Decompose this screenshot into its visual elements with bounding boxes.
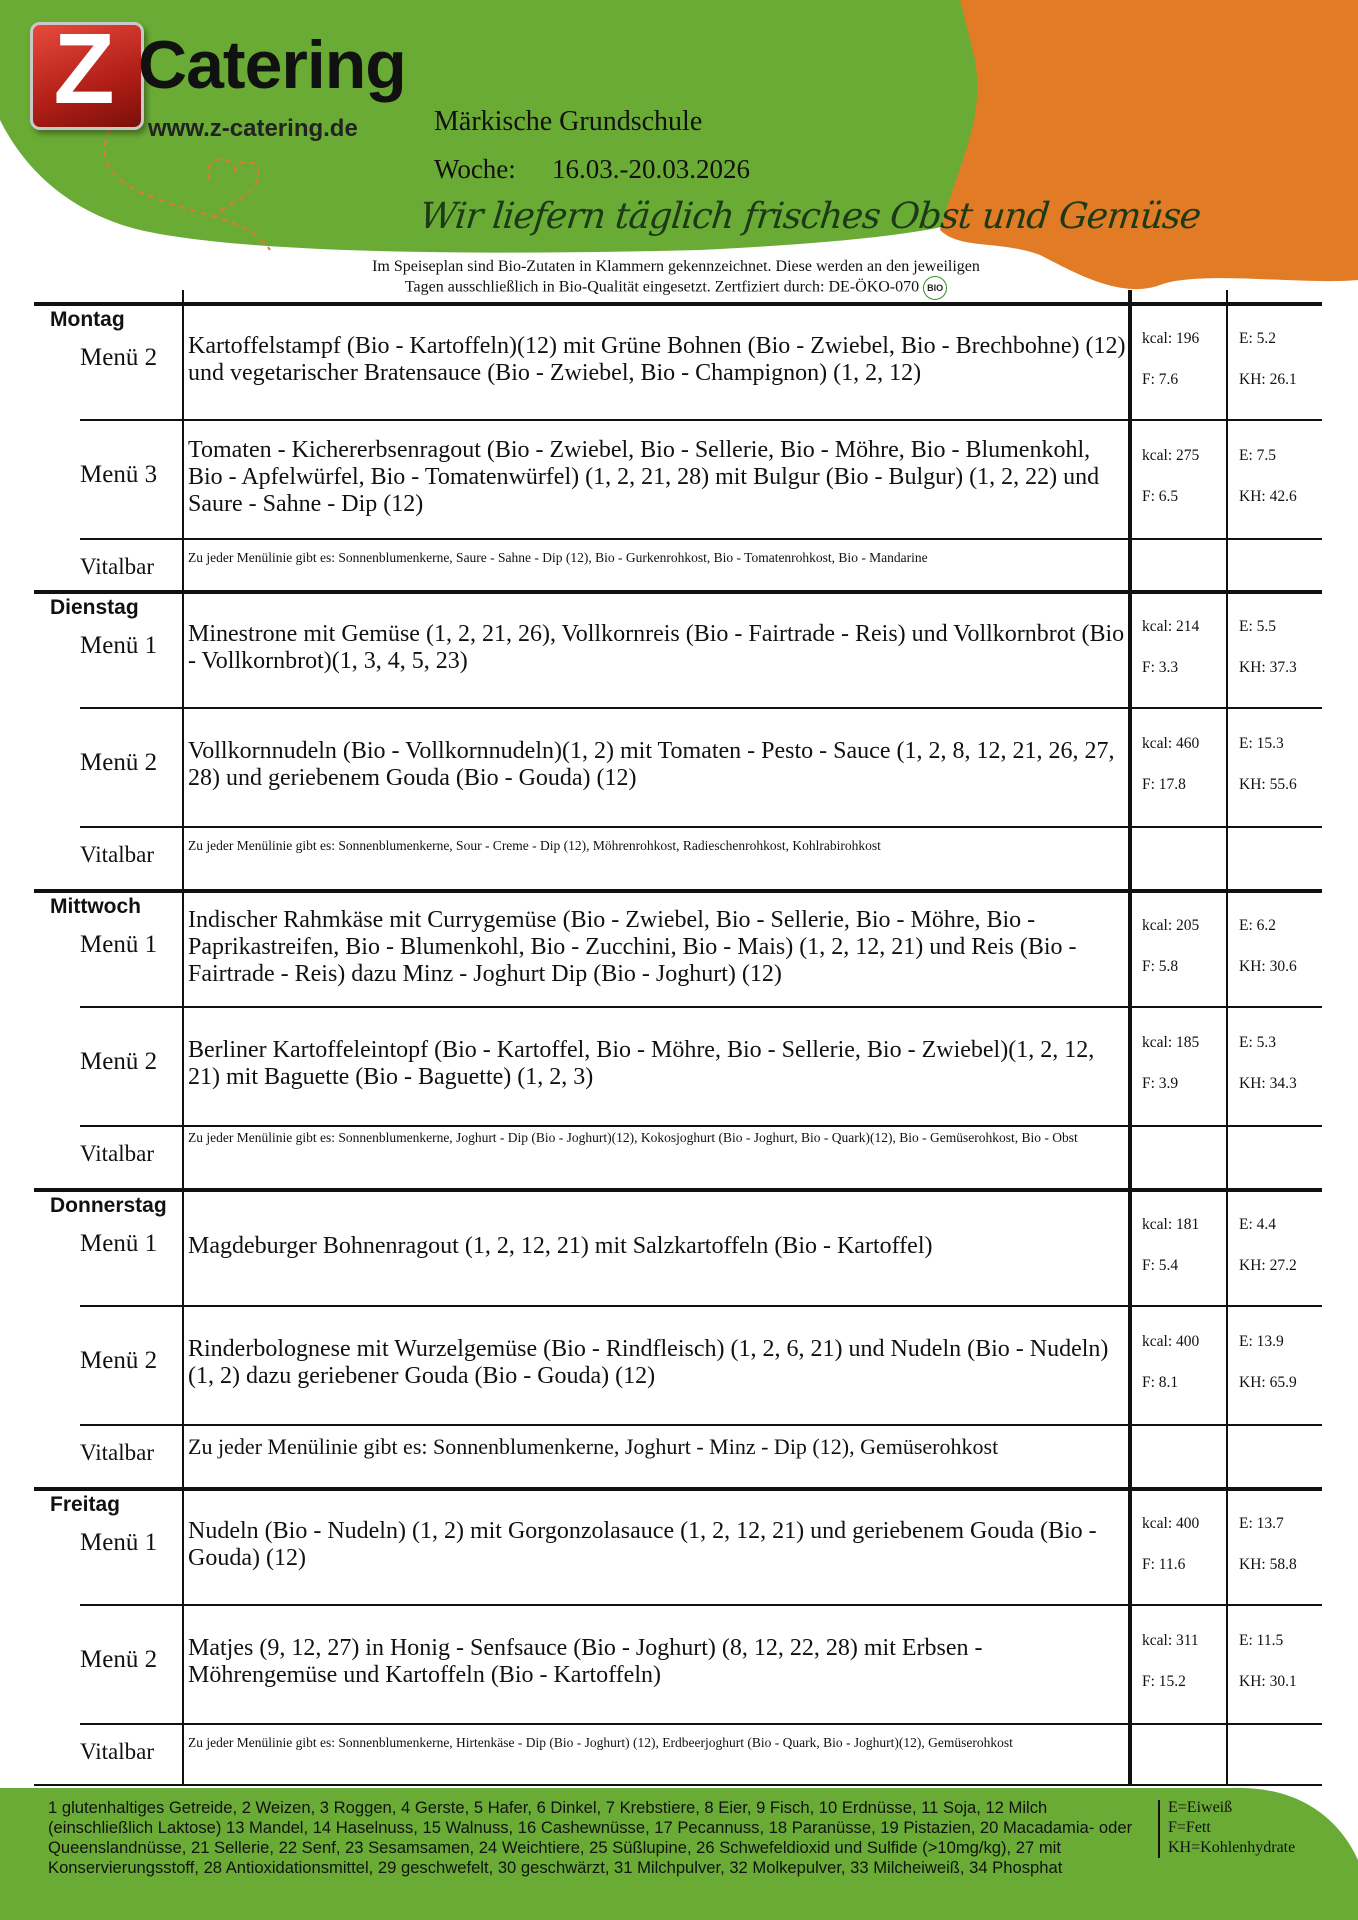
fat-value: F: 3.3 xyxy=(1142,659,1179,676)
carb-value: KH: 42.6 xyxy=(1239,488,1297,505)
vitalbar-text: Zu jeder Menülinie gibt es: Sonnenblumenkerne, Hirtenkäse - Dip (Bio - Joghurt) (12), Erdbeerjoghurt (Bio - Quark, Bio - Joghurt)(12), Gemüserohkost xyxy=(188,1735,1013,1750)
legend-kh: KH=Kohlenhydrate xyxy=(1168,1839,1296,1856)
bio-note-text: Tagen ausschließlich in Bio-Qualität eingesetzt. Zertfiziert durch: DE-ÖKO-070 xyxy=(404,278,920,296)
legend-divider xyxy=(1158,1800,1160,1858)
bio-note-line-1: Im Speiseplan sind Bio-Zutaten in Klammern gekennzeichnet. Diese werden an den jeweiligen xyxy=(372,258,980,275)
menu-label: Menü 2 xyxy=(80,1347,158,1374)
table-divider-left xyxy=(182,290,184,1784)
bio-note xyxy=(326,258,1026,300)
table-bottom xyxy=(34,1784,1322,1786)
protein-value: E: 5.2 xyxy=(1239,330,1277,347)
menu-label: Menü 1 xyxy=(80,1529,158,1556)
protein-value: E: 15.3 xyxy=(1239,735,1284,752)
vitalbar-label: Vitalbar xyxy=(80,554,154,579)
protein-value: E: 4.4 xyxy=(1239,1216,1277,1233)
fat-value: F: 6.5 xyxy=(1142,488,1179,505)
day-separator xyxy=(34,1487,1322,1491)
fat-value: F: 5.4 xyxy=(1142,1257,1179,1274)
fat-value: F: 7.6 xyxy=(1142,371,1179,388)
dish-description: Matjes (9, 12, 27) in Honig - Senfsauce (Bio - Joghurt) (8, 12, 22, 28) mit Erbsen - Möhrengemüse und Kartoffeln (Bio - Kartoffeln) xyxy=(188,1635,983,1688)
dish-description: Tomaten - Kichererbsenragout (Bio - Zwiebel, Bio - Sellerie, Bio - Möhre, Bio - Blumenkohl, Bio - Apfelwürfel, Bio - Tomatenwürfel) (1, 2, 21, 28) mit Bulgur (Bio - Bulgur) (1, 2, 22) und Saure - Sahne - Dip (12) xyxy=(188,436,1100,517)
row-separator xyxy=(80,1424,1322,1426)
row-separator xyxy=(80,1604,1322,1606)
kcal-value: kcal: 185 xyxy=(1142,1034,1200,1051)
logo-wordmark: Catering xyxy=(138,27,406,103)
protein-value: E: 5.3 xyxy=(1239,1034,1277,1051)
carb-value: KH: 30.1 xyxy=(1239,1673,1297,1690)
logo-letter: Z xyxy=(53,13,115,125)
menu-label: Menü 1 xyxy=(80,1230,158,1257)
kcal-value: kcal: 205 xyxy=(1142,917,1200,934)
protein-value: E: 11.5 xyxy=(1239,1632,1284,1649)
table-divider-nutrition xyxy=(1128,290,1132,1784)
vitalbar-label: Vitalbar xyxy=(80,1141,154,1166)
day-name: Freitag xyxy=(50,1493,121,1516)
dish-description: Kartoffelstampf (Bio - Kartoffeln)(12) mit Grüne Bohnen (Bio - Zwiebel, Bio - Brechbohne) (12) und vegetarischer Bratensauce (Bio - Zwiebel, Bio - Champignon) (1, 2, 12) xyxy=(188,333,1126,386)
vitalbar-text: Zu jeder Menülinie gibt es: Sonnenblumenkerne, Saure - Sahne - Dip (12), Bio - Gurkenrohkost, Bio - Tomatenrohkost, Bio - Mandarine xyxy=(188,550,928,565)
day-name: Dienstag xyxy=(50,596,139,619)
bio-note-line-2 xyxy=(326,276,1026,300)
menu-label: Menü 2 xyxy=(80,1646,158,1673)
school-name: Märkische Grundschule xyxy=(434,106,703,137)
kcal-value: kcal: 400 xyxy=(1142,1333,1200,1350)
dish-description: Nudeln (Bio - Nudeln) (1, 2) mit Gorgonzolasauce (1, 2, 12, 21) und geriebenem Gouda (Bio - Gouda) (12) xyxy=(188,1518,1097,1571)
dish-description: Berliner Kartoffeleintopf (Bio - Kartoffel, Bio - Möhre, Bio - Sellerie, Bio - Zwiebel)(1, 2, 12, 21) mit Baguette (Bio - Baguette) (1, 2, 3) xyxy=(188,1037,1095,1090)
vitalbar-label: Vitalbar xyxy=(80,1440,154,1465)
kcal-value: kcal: 460 xyxy=(1142,735,1200,752)
carb-value: KH: 30.6 xyxy=(1239,958,1297,975)
protein-value: E: 13.9 xyxy=(1239,1333,1284,1350)
table-divider-nutrition-2 xyxy=(1226,290,1228,1784)
kcal-value: kcal: 181 xyxy=(1142,1216,1200,1233)
fat-value: F: 17.8 xyxy=(1142,776,1186,793)
fat-value: F: 5.8 xyxy=(1142,958,1179,975)
legend-e: E=Eiweiß xyxy=(1168,1799,1233,1816)
protein-value: E: 5.5 xyxy=(1239,618,1277,635)
protein-value: E: 6.2 xyxy=(1239,917,1277,934)
protein-value: E: 13.7 xyxy=(1239,1515,1284,1532)
dish-description: Minestrone mit Gemüse (1, 2, 21, 26), Vollkornreis (Bio - Fairtrade - Reis) und Vollkornbrot (Bio - Vollkornbrot)(1, 3, 4, 5, 23) xyxy=(188,621,1125,674)
dish-description: Indischer Rahmkäse mit Currygemüse (Bio - Zwiebel, Bio - Sellerie, Bio - Möhre, Bio - Paprikastreifen, Bio - Blumenkohl, Bio - Zucchini, Bio - Mais) (1, 2, 12, 21) und Reis (Bio - Fairtrade - Reis) dazu Minz - Joghurt Dip (Bio - Joghurt) (12) xyxy=(188,906,1077,987)
day-separator xyxy=(34,302,1322,306)
legend-f: F=Fett xyxy=(1168,1819,1211,1836)
menu-label: Menü 2 xyxy=(80,1048,158,1075)
logo-url: www.z-catering.de xyxy=(148,115,358,142)
menu-label: Menü 1 xyxy=(80,931,158,958)
day-separator xyxy=(34,590,1322,594)
day-name: Montag xyxy=(50,308,125,331)
fat-value: F: 8.1 xyxy=(1142,1374,1179,1391)
menu-label: Menü 1 xyxy=(80,632,158,659)
protein-value: E: 7.5 xyxy=(1239,447,1277,464)
kcal-value: kcal: 214 xyxy=(1142,618,1200,635)
carb-value: KH: 37.3 xyxy=(1239,659,1297,676)
carb-value: KH: 27.2 xyxy=(1239,1257,1297,1274)
fat-value: F: 15.2 xyxy=(1142,1673,1186,1690)
row-separator xyxy=(80,826,1322,828)
vitalbar-label: Vitalbar xyxy=(80,1739,154,1764)
kcal-value: kcal: 275 xyxy=(1142,447,1200,464)
row-separator xyxy=(80,1006,1322,1008)
carb-value: KH: 26.1 xyxy=(1239,371,1297,388)
kcal-value: kcal: 196 xyxy=(1142,330,1200,347)
row-separator xyxy=(80,1723,1322,1725)
carb-value: KH: 65.9 xyxy=(1239,1374,1297,1391)
menu-label: Menü 3 xyxy=(80,461,158,488)
day-separator xyxy=(34,1188,1322,1192)
dish-description: Rinderbolognese mit Wurzelgemüse (Bio - Rindfleisch) (1, 2, 6, 21) und Nudeln (Bio - Nudeln)(1, 2) dazu geriebener Gouda (Bio - Gouda) (12) xyxy=(188,1336,1109,1389)
day-name: Donnerstag xyxy=(50,1194,167,1217)
fat-value: F: 3.9 xyxy=(1142,1075,1179,1092)
slogan: Wir liefern täglich frisches Obst und Gemüse xyxy=(417,196,1203,237)
vitalbar-text: Zu jeder Menülinie gibt es: Sonnenblumenkerne, Joghurt - Minz - Dip (12), Gemüserohkost xyxy=(188,1434,999,1459)
allergen-list: 1 glutenhaltiges Getreide, 2 Weizen, 3 Roggen, 4 Gerste, 5 Hafer, 6 Dinkel, 7 Krebstiere, 8 Eier, 9 Fisch, 10 Erdnüsse, 11 Soja, 12 Milch (einschließlich Laktose) 13 Mandel, 14 Haselnuss, 15 Walnuss, 16 Cashewnüsse, 17 Pecannuss, 18 Paranüsse, 19 Pistazien, 20 Macadamia- oder Queenslandnüsse, 21 Sellerie, 22 Senf, 23 Sesamsamen, 24 Weichtiere, 25 Süßlupine, 26 Schwefeldioxid und Sulfide (>10mg/kg), 27 mit Konservierungsstoff, 28 Antioxidationsmittel, 29 geschwefelt, 30 geschwärzt, 31 Milchpulver, 32 Molkepulver, 33 Milcheiweiß, 34 Phosphat xyxy=(48,1798,1133,1877)
bio-seal-icon: BIO xyxy=(923,276,947,300)
week-value: 16.03.-20.03.2026 xyxy=(552,154,750,184)
nutrition-legend xyxy=(1168,1798,1295,1858)
day-separator xyxy=(34,889,1322,893)
dish-description: Magdeburger Bohnenragout (1, 2, 12, 21) mit Salzkartoffeln (Bio - Kartoffel) xyxy=(188,1232,933,1259)
dish-description: Vollkornnudeln (Bio - Vollkornnudeln)(1, 2) mit Tomaten - Pesto - Sauce (1, 2, 8, 12, 21, 26, 27, 28) und geriebenem Gouda (Bio - Gouda) (12) xyxy=(188,738,1115,791)
carb-value: KH: 55.6 xyxy=(1239,776,1297,793)
kcal-value: kcal: 400 xyxy=(1142,1515,1200,1532)
vitalbar-label: Vitalbar xyxy=(80,842,154,867)
carb-value: KH: 58.8 xyxy=(1239,1556,1297,1573)
day-name: Mittwoch xyxy=(50,895,141,918)
carb-value: KH: 34.3 xyxy=(1239,1075,1297,1092)
fat-value: F: 11.6 xyxy=(1142,1556,1186,1573)
row-separator xyxy=(80,1125,1322,1127)
row-separator xyxy=(80,707,1322,709)
vitalbar-text: Zu jeder Menülinie gibt es: Sonnenblumenkerne, Joghurt - Dip (Bio - Joghurt)(12), Kokosjoghurt (Bio - Joghurt, Bio - Quark)(12), Bio - Gemüserohkost, Bio - Obst xyxy=(188,1130,1078,1145)
row-separator xyxy=(80,419,1322,421)
vitalbar-text: Zu jeder Menülinie gibt es: Sonnenblumenkerne, Sour - Creme - Dip (12), Möhrenrohkost, Radieschenrohkost, Kohlrabirohkost xyxy=(188,838,881,853)
row-separator xyxy=(80,1305,1322,1307)
week-label: Woche: xyxy=(434,154,516,184)
menu-label: Menü 2 xyxy=(80,749,158,776)
row-separator xyxy=(80,538,1322,540)
menu-label: Menü 2 xyxy=(80,344,158,371)
kcal-value: kcal: 311 xyxy=(1142,1632,1199,1649)
